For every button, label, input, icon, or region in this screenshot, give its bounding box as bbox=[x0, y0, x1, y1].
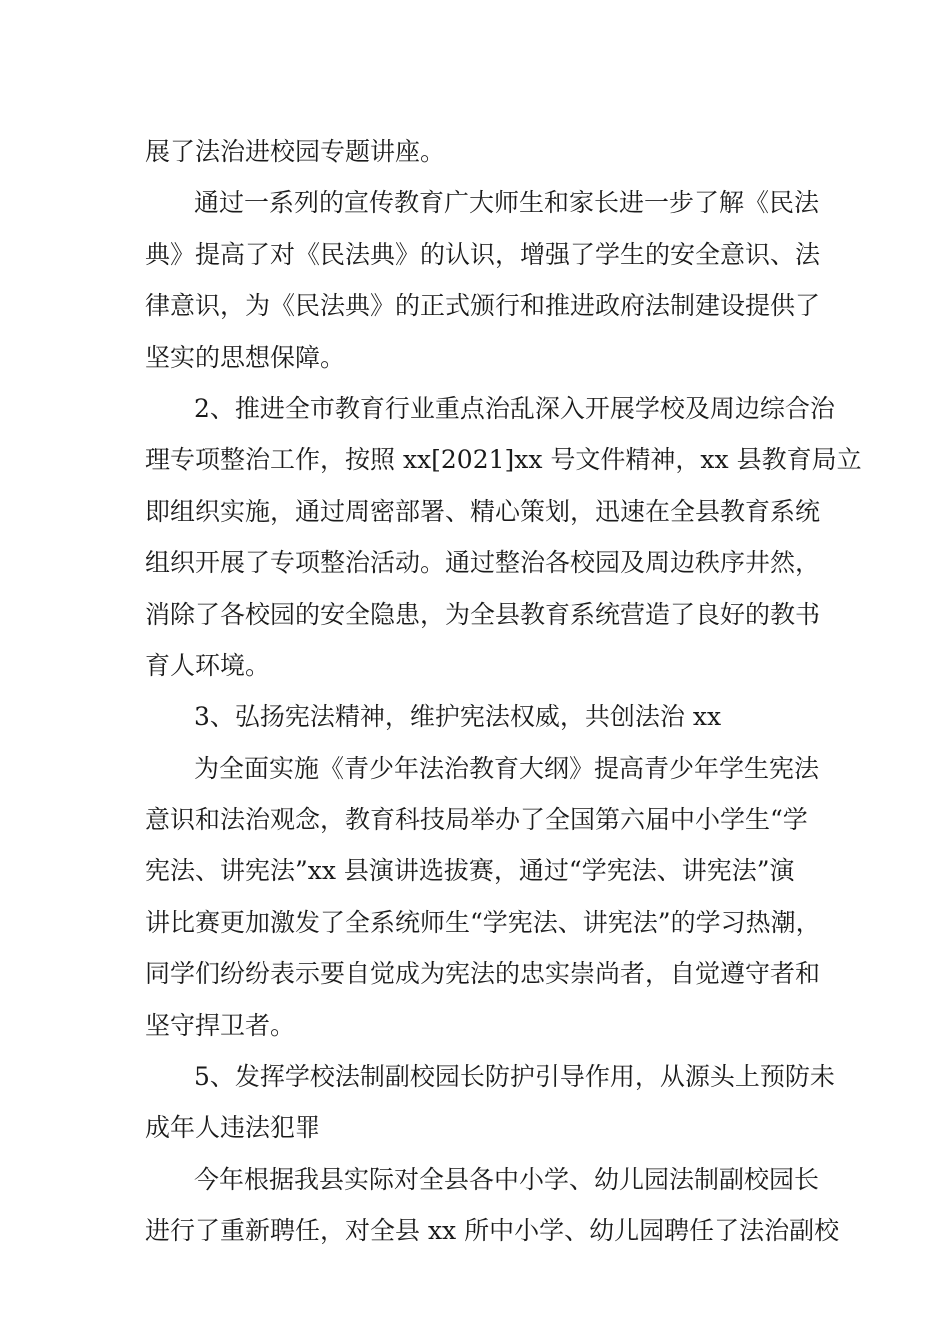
text-line: 即组织实施，通过周密部署、精心策划，迅速在全县教育系统 bbox=[145, 496, 821, 526]
text-line: 成年人违法犯罪 bbox=[145, 1113, 321, 1143]
text-line: 典》提高了对《民法典》的认识，增强了学生的安全意识、法 bbox=[145, 239, 821, 269]
text-line: 律意识，为《民法典》的正式颁行和推进政府法制建设提供了 bbox=[145, 291, 821, 321]
text-line: 同学们纷纷表示要自觉成为宪法的忠实崇尚者，自觉遵守者和 bbox=[145, 959, 821, 989]
text-line: 3、弘扬宪法精神，维护宪法权威，共创法治 xx bbox=[194, 702, 722, 732]
text-line: 进行了重新聘任，对全县 xx 所中小学、幼儿园聘任了法治副校 bbox=[145, 1216, 840, 1246]
text-line: 宪法、讲宪法”xx 县演讲选拔赛，通过“学宪法、讲宪法”演 bbox=[145, 856, 795, 886]
text-line: 坚守捍卫者。 bbox=[145, 1010, 296, 1040]
text-line: 今年根据我县实际对全县各中小学、幼儿园法制副校园长 bbox=[194, 1164, 820, 1194]
text-line: 理专项整治工作，按照 xx[2021]xx 号文件精神，xx 县教育局立 bbox=[145, 445, 862, 475]
text-line: 组织开展了专项整治活动。通过整治各校园及周边秩序井然， bbox=[145, 548, 821, 578]
text-line: 通过一系列的宣传教育广大师生和家长进一步了解《民法 bbox=[194, 188, 820, 218]
text-line: 坚实的思想保障。 bbox=[145, 342, 346, 372]
text-line: 消除了各校园的安全隐患，为全县教育系统营造了良好的教书 bbox=[145, 599, 821, 629]
text-line: 为全面实施《青少年法治教育大纲》提高青少年学生宪法 bbox=[194, 753, 820, 783]
text-line: 育人环境。 bbox=[145, 650, 271, 680]
text-line: 展了法治进校园专题讲座。 bbox=[145, 137, 446, 166]
text-line: 讲比赛更加激发了全系统师生“学宪法、讲宪法”的学习热潮， bbox=[145, 907, 821, 937]
text-line: 意识和法治观念，教育科技局举办了全国第六届中小学生“学 bbox=[145, 805, 808, 835]
text-line: 5、发挥学校法制副校园长防护引导作用，从源头上预防未 bbox=[194, 1062, 835, 1092]
text-line: 2、推进全市教育行业重点治乱深入开展学校及周边综合治 bbox=[194, 393, 835, 423]
body-text bbox=[145, 126, 862, 1257]
